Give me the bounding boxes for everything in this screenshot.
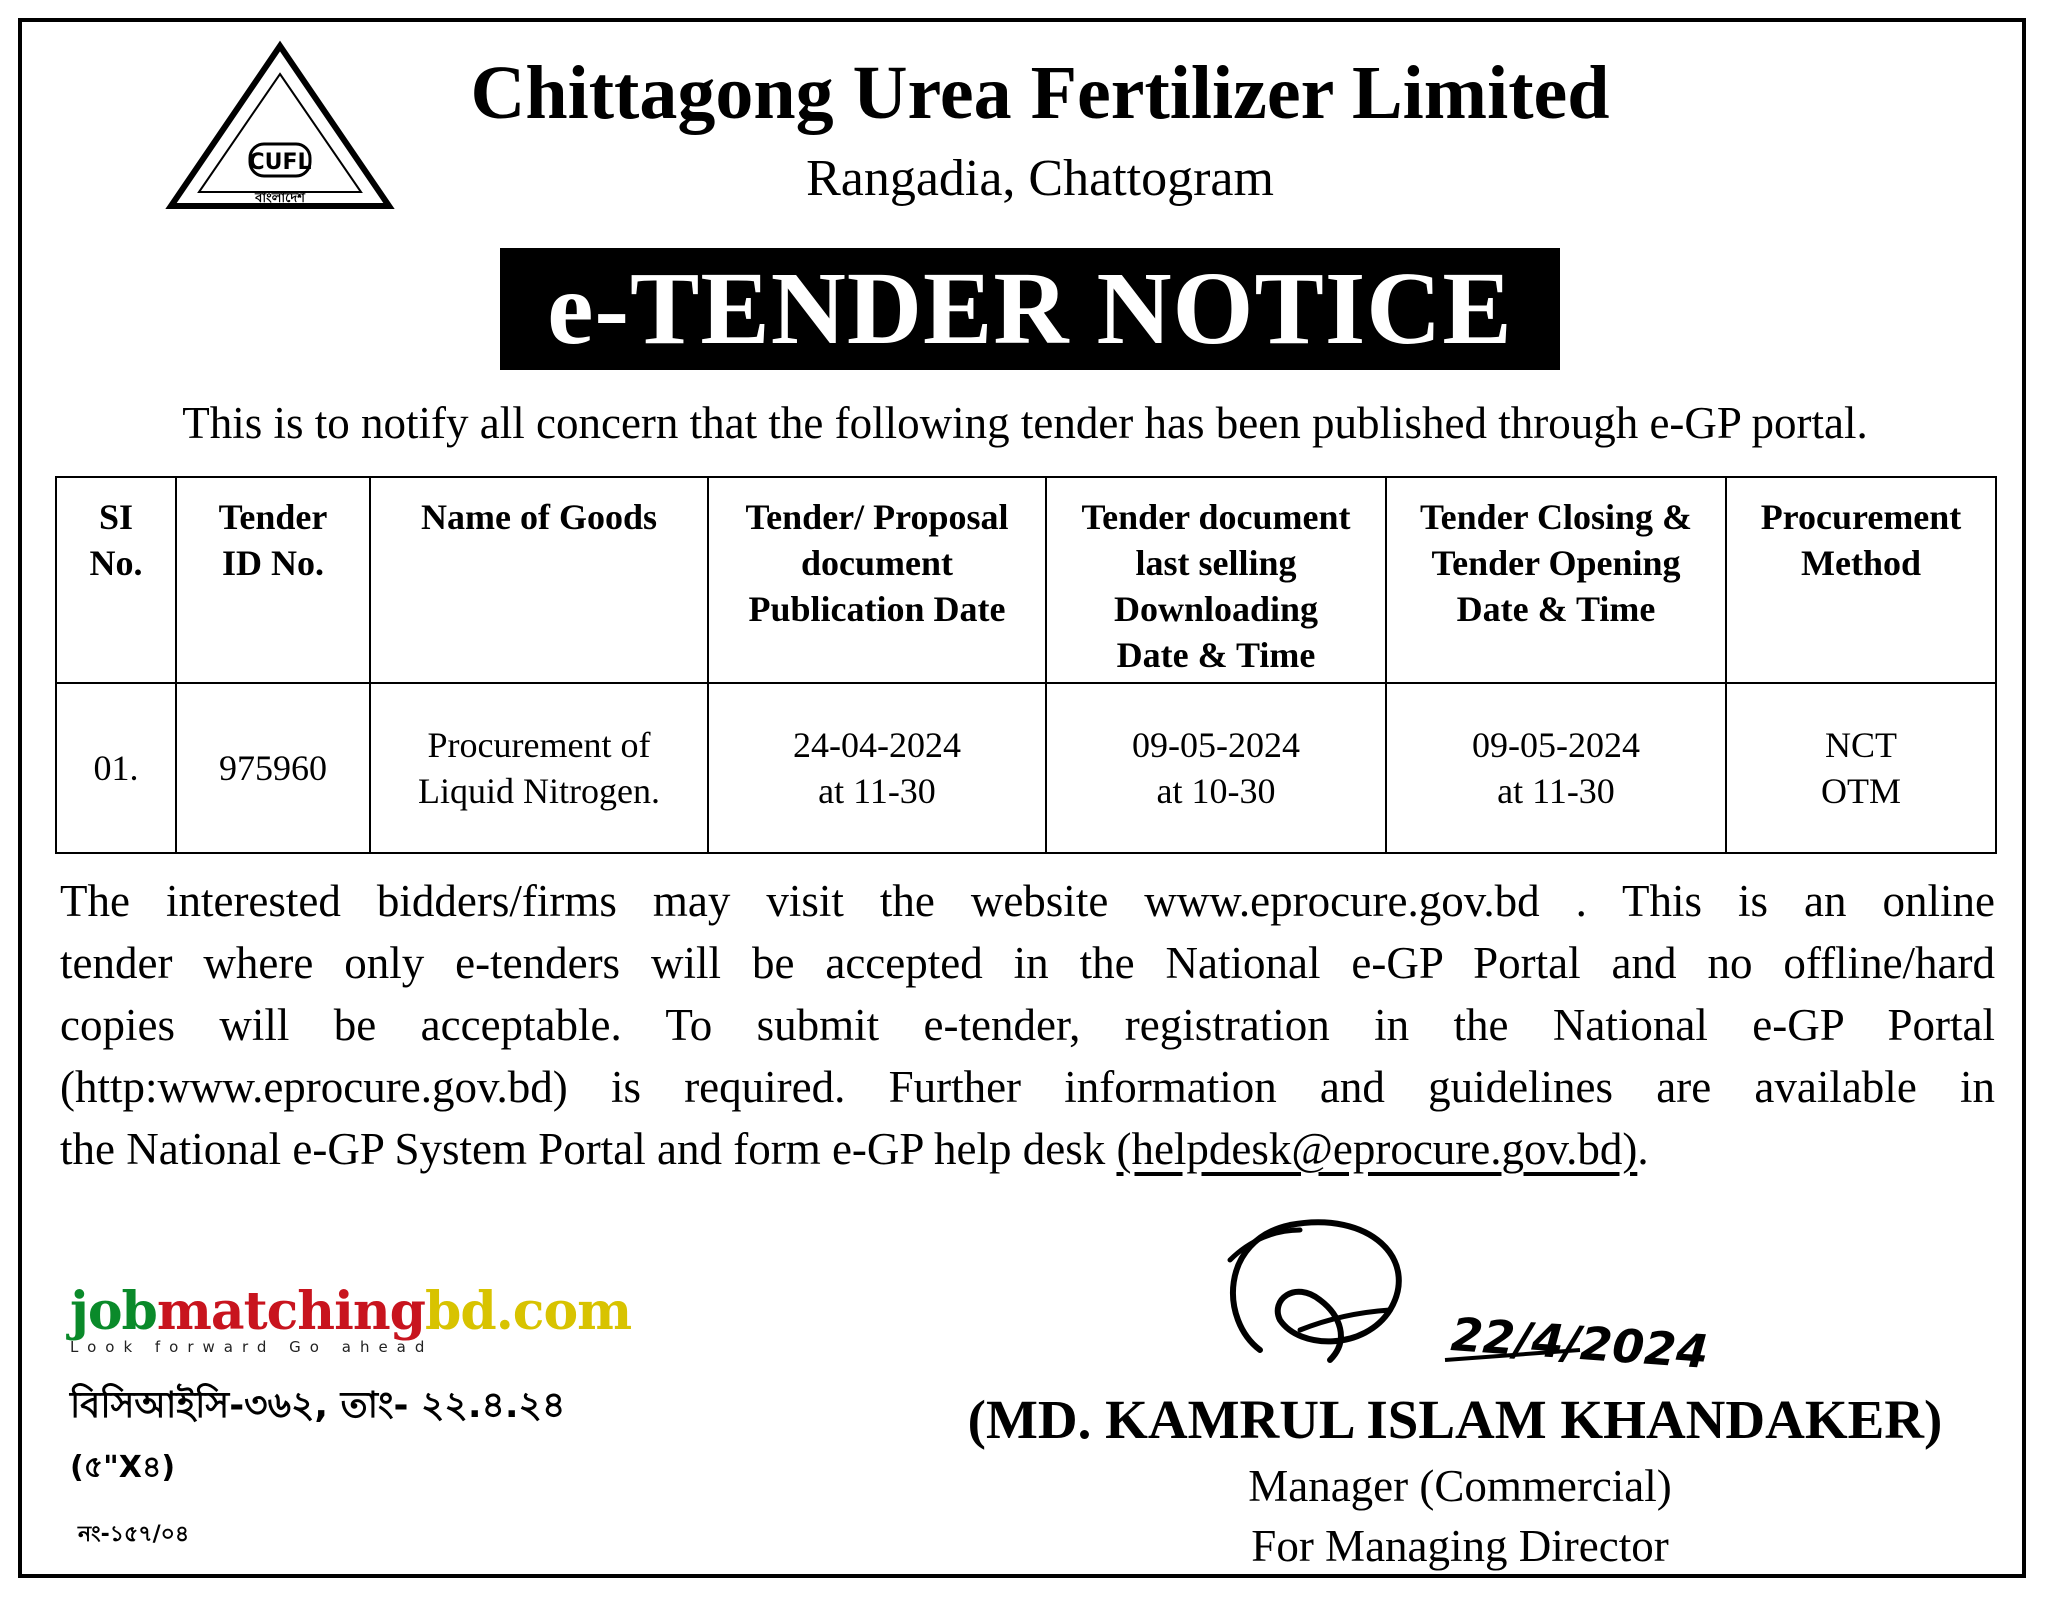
- signer-on-behalf: For Managing Director: [1251, 1521, 1669, 1571]
- table-cell-line: OTM: [1821, 771, 1901, 811]
- tender-table: [55, 476, 1997, 854]
- notice-banner: e-TENDER NOTICE: [500, 248, 1560, 370]
- signer-name: (MD. KAMRUL ISLAM KHANDAKER): [967, 1389, 1943, 1450]
- column-header-line: last selling: [1135, 543, 1297, 583]
- table-row: [56, 683, 1996, 853]
- table-cell-line: at 10-30: [1156, 771, 1276, 811]
- table-cell-line: at 11-30: [1497, 771, 1615, 811]
- company-address: Rangadia, Chattogram: [806, 150, 1274, 207]
- column-header-line: Method: [1801, 543, 1921, 583]
- table-cell: [56, 683, 176, 853]
- company-name: Chittagong Urea Fertilizer Limited: [470, 51, 1610, 135]
- table-header-row: [56, 477, 1996, 683]
- jobmatchingbd-watermark: [70, 1281, 632, 1356]
- signature-date: 22/4/2024: [1449, 1307, 1711, 1379]
- watermark-part-job: job: [70, 1281, 157, 1342]
- serial-number: নং-১৫৭/০৪: [78, 1522, 190, 1547]
- column-header-line: Downloading: [1113, 589, 1319, 629]
- body-line: (http:www.eprocure.gov.bd) is required. Further information and guidelines are available in: [60, 1062, 1995, 1112]
- table-cell: [370, 683, 708, 853]
- column-header-line: Procurement: [1760, 497, 1962, 537]
- reference-number: বিসিআইসি-৩৬২, তাং- ২২.৪.২৪: [70, 1385, 566, 1426]
- table-cell-line: 01.: [93, 748, 139, 788]
- body-line-last: [60, 1118, 1995, 1180]
- column-header-line: Tender Opening: [1431, 543, 1681, 583]
- body-line: The interested bidders/firms may visit the website www.eprocure.gov.bd . This is an online: [60, 876, 1995, 926]
- column-header-line: No.: [89, 543, 143, 583]
- table-cell-line: 24-04-2024: [793, 725, 961, 765]
- column-header-line: SI: [98, 497, 134, 537]
- body-last-prefix: the National e-GP System Portal and form e-GP help desk: [60, 1124, 1117, 1174]
- column-header: [1726, 477, 1996, 683]
- column-header-line: Tender document: [1081, 497, 1351, 537]
- table-cell-line: Procurement of: [427, 725, 651, 765]
- ad-size: (৫"X৪): [70, 1450, 176, 1485]
- column-header-line: Publication Date: [748, 589, 1006, 629]
- column-header: [1046, 477, 1386, 683]
- column-header-line: Date & Time: [1456, 589, 1656, 629]
- column-header: [56, 477, 176, 683]
- table-cell: [1726, 683, 1996, 853]
- table-cell: [176, 683, 370, 853]
- intro-text: This is to notify all concern that the following tender has been published through e-GP portal.: [182, 398, 1868, 448]
- helpdesk-email: (helpdesk@eprocure.gov.bd): [1116, 1124, 1638, 1174]
- logo-initials: CUFL: [248, 150, 312, 175]
- column-header: [708, 477, 1046, 683]
- column-header: [176, 477, 370, 683]
- logo-caption: বাংলাদেশ: [255, 191, 305, 206]
- body-line: tender where only e-tenders will be accepted in the National e-GP Portal and no offline/hard: [60, 938, 1995, 988]
- column-header: [1386, 477, 1726, 683]
- watermark-tagline: Look forward Go ahead: [70, 1338, 434, 1356]
- body-paragraph: [60, 870, 1995, 1180]
- table-cell: [1386, 683, 1726, 853]
- column-header-line: ID No.: [221, 543, 324, 583]
- table-cell: [1046, 683, 1386, 853]
- column-header-line: Date & Time: [1116, 635, 1316, 675]
- column-header: [370, 477, 708, 683]
- body-line: copies will be acceptable. To submit e-tender, registration in the National e-GP Portal: [60, 1000, 1995, 1050]
- watermark-part-matching: matching: [156, 1281, 425, 1342]
- signature-image: [1200, 1200, 1720, 1400]
- table-cell-line: Liquid Nitrogen.: [418, 771, 660, 811]
- table-cell-line: at 11-30: [818, 771, 936, 811]
- column-header-line: Tender Closing &: [1419, 497, 1693, 537]
- table-cell: [708, 683, 1046, 853]
- table-cell-line: 09-05-2024: [1472, 725, 1640, 765]
- column-header-line: Name of Goods: [421, 497, 657, 537]
- watermark-title: [70, 1281, 632, 1342]
- body-last-suffix: .: [1637, 1124, 1649, 1174]
- table-cell-line: 975960: [219, 748, 327, 788]
- table-cell-line: 09-05-2024: [1132, 725, 1300, 765]
- column-header-line: Tender: [218, 497, 328, 537]
- column-header-line: document: [801, 543, 953, 583]
- watermark-part-bd: bd.com: [424, 1281, 632, 1342]
- column-header-line: Tender/ Proposal: [745, 497, 1009, 537]
- signer-title: Manager (Commercial): [1248, 1461, 1672, 1511]
- table-cell-line: NCT: [1825, 725, 1897, 765]
